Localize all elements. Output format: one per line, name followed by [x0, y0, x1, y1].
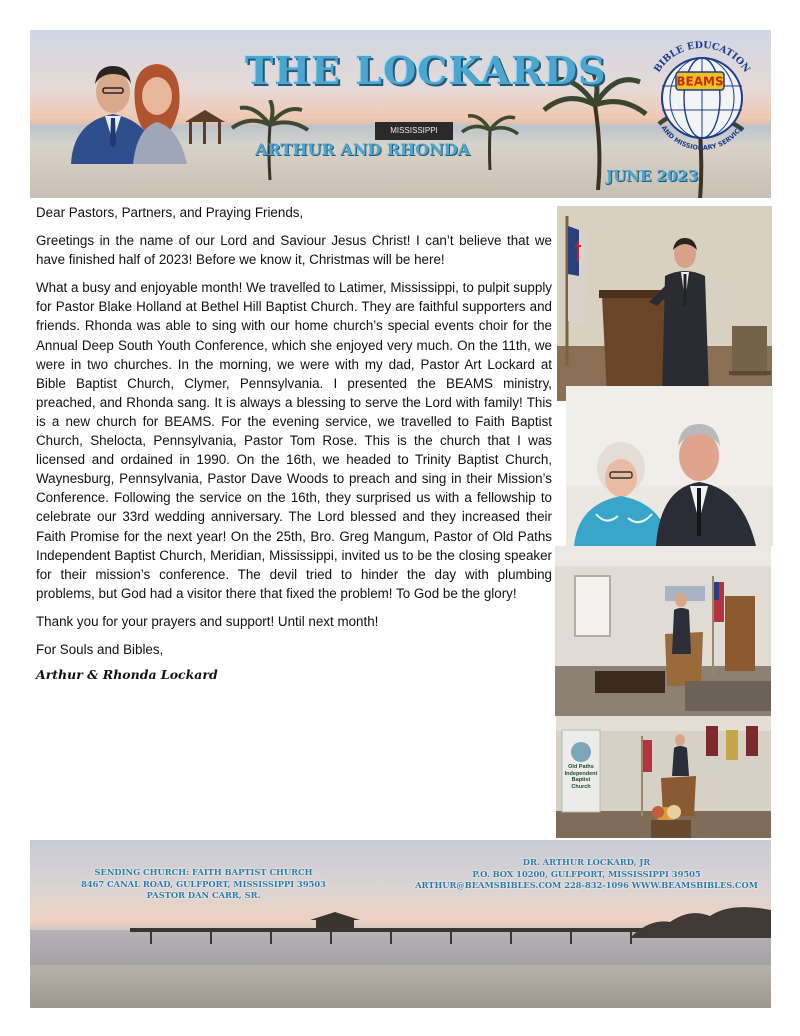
- sending-church-block: [76, 867, 331, 902]
- banner-text: Old Paths Independent Baptist Church: [564, 764, 598, 790]
- footer-beach: [30, 965, 771, 1008]
- sending-church-line: 8467 CANAL ROAD, GULFPORT, MISSISSIPPI 39503: [81, 878, 326, 889]
- newsletter-title: THE LOCKARDS: [245, 48, 607, 93]
- photo-parents: [566, 386, 773, 546]
- newsletter-subtitle: ARTHUR AND RHONDA: [255, 140, 471, 159]
- couple-portrait: [65, 52, 195, 164]
- logo-top-arc: BIBLE EDUCATION: [651, 39, 752, 75]
- mississippi-sign: MISSISSIPPI: [375, 122, 453, 140]
- logo-center-text: BEAMS: [676, 74, 724, 89]
- beams-logo: [630, 38, 771, 150]
- thanks-line: Thank you for your prayers and support! Until next month!: [36, 613, 379, 629]
- closing-line: For Souls and Bibles,: [36, 641, 164, 657]
- letter-paragraph: What a busy and enjoyable month! We travelled to Latimer, Mississippi, to pulpit supply for Pastor Blake Holland at Bethel Hill Baptist Church. They are faithful supporters and friends. Rhonda was able to sing with our home church’s special events choir for the Annual Deep South Youth Conference, which she enjoyed very much. On the 11th, we were in two churches. In the morning, we were with my dad, Pastor Art Lockard at Bible Baptist Church, Clymer, Pennsylvania. I presented the BEAMS ministry, preached, and Rhonda sang. It is always a blessing to serve the Lord with family! This is a new church for BEAMS. For the evening service, we travelled to Faith Baptist Church, Shelocta, Pennsylvania, Pastor Tom Rose. This is the church that I was licensed and ordained in 1990. On the 16th, we headed to Trinity Baptist Church, Waynesburg, Pennsylvania, Pastor Dave Woods to preach and sing in their Mission’s Conference. Following the service on the 16th, they surprised us with a fellowship to celebrate our 33rd wedding anniversary. The Lord blessed and they increased their Faith Promise for the next year! On the 25th, Bro. Greg Mangum, Pastor of Old Paths Independent Baptist Church, Meridian, Mississippi, invited us to be the closing speaker for their mission’s conference. The devil tried to hinder the day with plumbing problems, but God had a visitor there that fixed the problem! To God be the glory!: [36, 280, 552, 601]
- letter-paragraph: Greetings in the name of our Lord and Saviour Jesus Christ! I can’t believe that we have finished half of 2023! Before we know it, Christmas will be here!: [36, 233, 552, 268]
- contact-line: DR. ARTHUR LOCKARD, JR: [522, 857, 651, 867]
- sending-church-line: PASTOR DAN CARR, SR.: [146, 890, 261, 900]
- treeline-icon: [630, 888, 771, 938]
- sending-church-line: SENDING CHURCH: FAITH BAPTIST CHURCH: [94, 867, 313, 877]
- contact-line: ARTHUR@BEAMSBIBLES.COM 228-832-1096 WWW.BEAMSBIBLES.COM: [415, 880, 758, 890]
- header-banner: [30, 30, 771, 198]
- photo-preacher-pulpit: [557, 206, 772, 401]
- contact-line: P.O. BOX 10200, GULFPORT, MISSISSIPPI 39505: [472, 868, 701, 879]
- contact-block: [408, 857, 765, 892]
- pier-icon: [130, 910, 690, 950]
- salutation: Dear Pastors, Partners, and Praying Friends,: [36, 205, 304, 220]
- newsletter-date: JUNE 2023: [606, 167, 699, 185]
- letter-body: [36, 203, 552, 684]
- footer-banner: [30, 840, 771, 1008]
- photo-sanctuary: [556, 716, 771, 838]
- logo-bottom-arc: AND MISSIONARY SERVICE: [659, 124, 745, 150]
- signature: Arthur & Rhonda Lockard: [36, 667, 218, 683]
- photo-church-interior: [555, 546, 771, 716]
